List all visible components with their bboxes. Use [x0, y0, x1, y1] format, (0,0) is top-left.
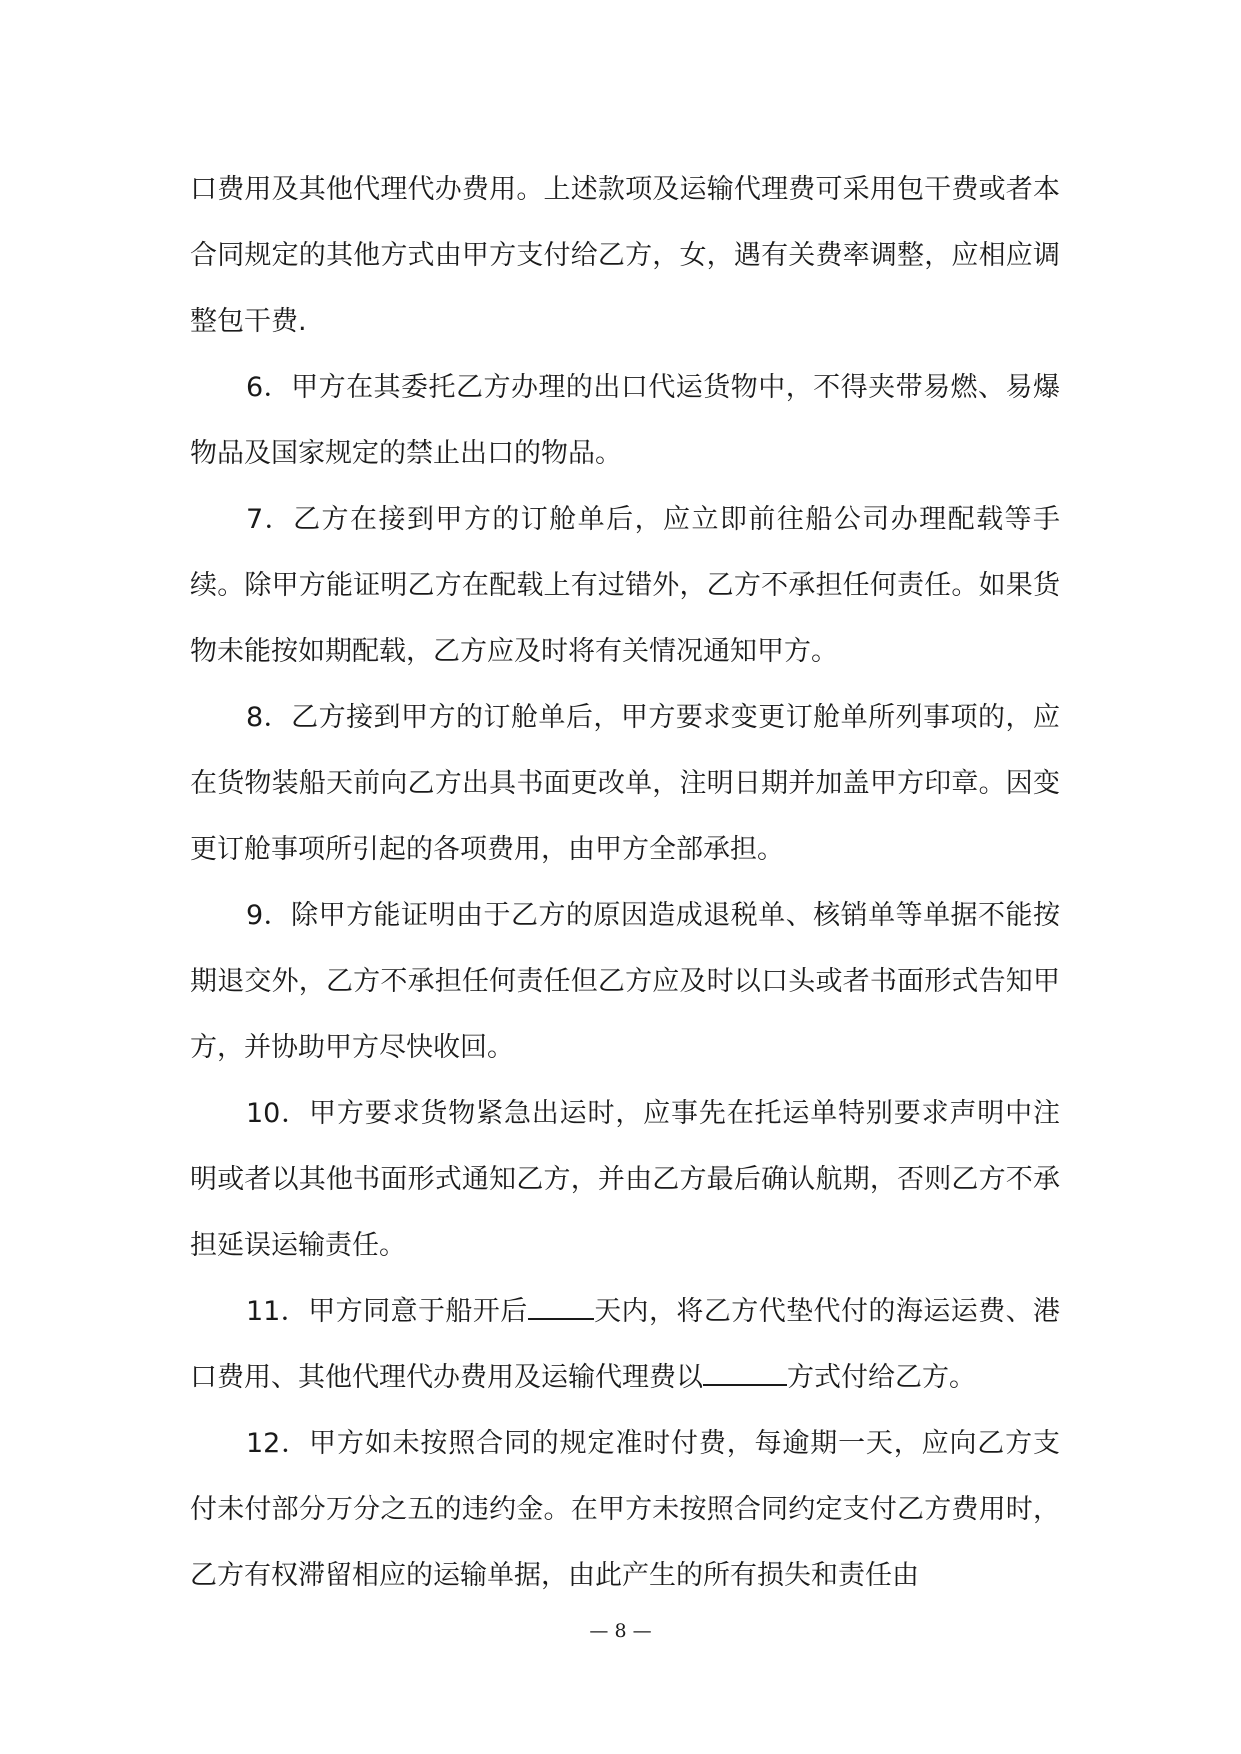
paragraph-10: 10．甲方要求货物紧急出运时，应事先在托运单特别要求声明中注明或者以其他书面形式通知乙方，并由乙方最后确认航期，否则乙方不承担延误运输责任。 — [190, 1098, 1060, 1261]
paragraph-8: 8．乙方接到甲方的订舱单后，甲方要求变更订舱单所列事项的，应在货物装船天前向乙方出具书面更改单，注明日期并加盖甲方印章。因变更订舱事项所引起的各项费用，由甲方全部承担。 — [190, 702, 1060, 865]
paragraph-6: 6．甲方在其委托乙方办理的出口代运货物中，不得夹带易燃、易爆物品及国家规定的禁止出口的物品。 — [190, 372, 1060, 469]
paragraph-11-part-b: 天内，将乙方代垫代付的海运运费、港口费用、其他代理代办费用及运输代理费以 — [190, 1296, 1061, 1393]
paragraph-12: 12．甲方如未按照合同的规定准时付费，每逾期一天，应向乙方支付未付部分万分之五的违约金。在甲方未按照合同约定支付乙方费用时，乙方有权滞留相应的运输单据，由此产生的所有损失和责任由 — [190, 1428, 1060, 1591]
paragraph-11 — [190, 1279, 1060, 1411]
days-blank — [528, 1290, 594, 1320]
paragraph-11-part-a: 11．甲方同意于船开后 — [246, 1296, 528, 1327]
page-number: — 8 — — [589, 1620, 652, 1642]
paragraph-5-continued: 口费用及其他代理代办费用。上述款项及运输代理费可采用包干费或者本合同规定的其他方式由甲方支付给乙方，女，遇有关费率调整，应相应调整包干费. — [190, 174, 1060, 337]
paragraph-7: 7．乙方在接到甲方的订舱单后，应立即前往船公司办理配载等手续。除甲方能证明乙方在配载上有过错外，乙方不承担任何责任。如果货物未能按如期配载，乙方应及时将有关情况通知甲方。 — [190, 504, 1060, 667]
contract-body — [190, 157, 1060, 1609]
paragraph-11-part-c: 方式付给乙方。 — [787, 1362, 976, 1393]
payment-method-blank — [703, 1356, 787, 1386]
paragraph-9: 9．除甲方能证明由于乙方的原因造成退税单、核销单等单据不能按期退交外，乙方不承担任何责任但乙方应及时以口头或者书面形式告知甲方，并协助甲方尽快收回。 — [190, 900, 1060, 1063]
